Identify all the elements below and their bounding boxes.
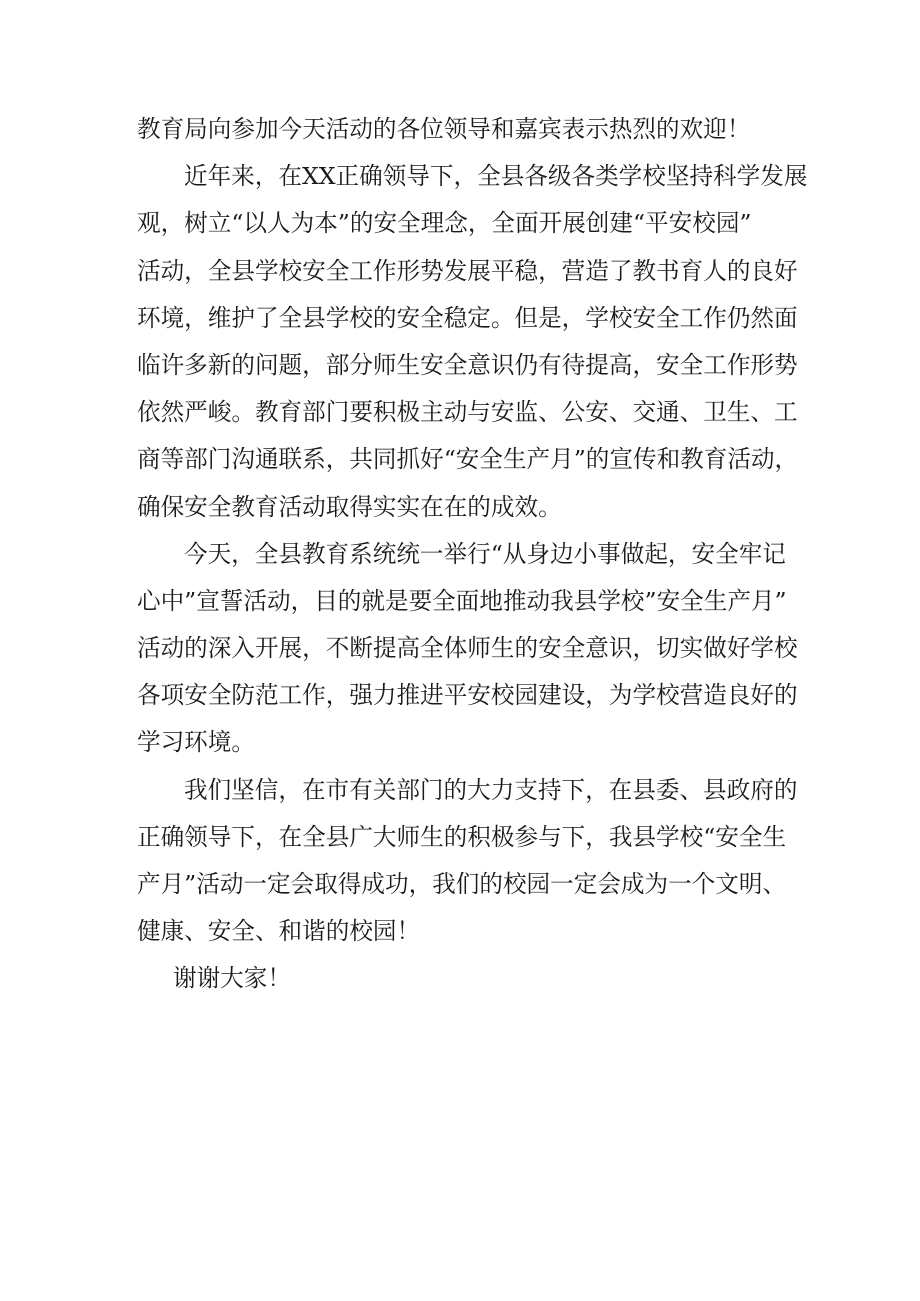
text-line: 观，树立“以人为本”的安全理念，全面开展创建“平安校园” (137, 209, 752, 238)
text-line: 依然严峻。教育部门要积极主动与安监、公安、交通、卫生、工 (137, 398, 798, 427)
text-line: 商等部门沟通联系，共同抓好“安全生产月”的宣传和教育活动， (137, 445, 799, 474)
text-line: 环境，维护了全县学校的安全稳定。但是，学校安全工作仍然面 (137, 303, 798, 332)
text-line: 学习环境。 (137, 728, 255, 757)
closing-line: 谢谢大家！ (173, 964, 291, 993)
text-line: 正确领导下，在全县广大师生的积极参与下，我县学校“安全生 (137, 822, 787, 851)
text-line: 各项安全防范工作，强力推进平安校园建设，为学校营造良好的 (137, 681, 798, 710)
text-line: 心中”宣誓活动，目的就是要全面地推动我县学校”安全生产月” (137, 586, 787, 615)
text-line: 临许多新的问题，部分师生安全意识仍有待提高，安全工作形势 (137, 350, 798, 379)
text-line: 活动的深入开展，不断提高全体师生的安全意识，切实做好学校 (137, 634, 798, 663)
text-line: 活动，全县学校安全工作形势发展平稳，营造了教书育人的良好 (137, 256, 798, 285)
text-line: 健康、安全、和谐的校园！ (137, 917, 421, 946)
text-line: 确保安全教育活动取得实实在在的成效。 (137, 492, 562, 521)
paragraph-start-line: 我们坚信，在市有关部门的大力支持下，在县委、县政府的 (184, 775, 798, 804)
paragraph-start-line: 近年来，在XX正确领导下，全县各级各类学校坚持科学发展 (184, 162, 808, 191)
speech-text (137, 106, 808, 1003)
paragraph-start-line: 今天，全县教育系统统一举行“从身边小事做起，安全牢记 (184, 539, 786, 568)
text-line: 教育局向参加今天活动的各位领导和嘉宾表示热烈的欢迎！ (137, 115, 751, 143)
text-line: 产月”活动一定会取得成功，我们的校园一定会成为一个文明、 (137, 870, 787, 898)
